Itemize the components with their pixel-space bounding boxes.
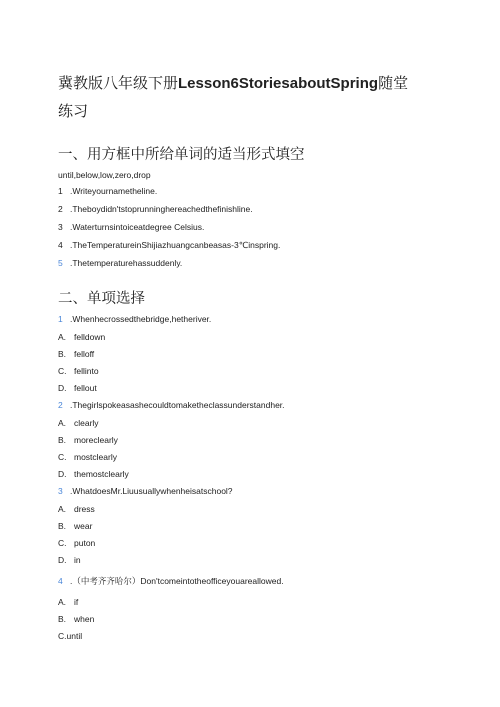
s1-item-5 [58, 258, 182, 268]
option: D. in [58, 555, 81, 565]
question-number: 3 [58, 486, 63, 496]
option: D. themostclearly [58, 469, 129, 479]
option: A. dress [58, 504, 95, 514]
option: D. fellout [58, 383, 97, 393]
item-number: 3 [58, 222, 63, 232]
option: A. clearly [58, 418, 99, 428]
question-number: 4 [58, 576, 63, 586]
s1-item-2 [58, 204, 253, 214]
word-box: until,below,low,zero,drop [58, 170, 151, 180]
question-1 [58, 314, 211, 324]
question-text: .Thegirlspokeasashecouldtomaketheclassunderstandher. [70, 400, 285, 410]
option: B. when [58, 614, 95, 624]
item-number: 4 [58, 240, 63, 250]
option: C. fellinto [58, 366, 99, 376]
option: C.until [58, 631, 83, 641]
item-text: .TheTemperatureinShijiazhuangcanbeasas-3℃inspring. [70, 240, 281, 250]
option: C. puton [58, 538, 96, 548]
item-text: .Waterturnsintoiceatdegree Celsius. [70, 222, 205, 232]
option: B. moreclearly [58, 435, 118, 445]
item-text: .Theboydidn'tstoprunninghereachedthefinishline. [70, 204, 253, 214]
doc-title-line1 [58, 72, 408, 93]
question-2 [58, 400, 285, 410]
question-number: 2 [58, 400, 63, 410]
section1-heading: 一、用方框中所给单词的适当形式填空 [58, 147, 305, 163]
title-en: Lesson6StoriesaboutSpring [178, 75, 379, 92]
item-number: 5 [58, 258, 63, 268]
item-text: .Writeyournametheline. [70, 186, 158, 196]
option: A. felldown [58, 332, 106, 342]
question-number: 1 [58, 314, 63, 324]
question-text: .Whenhecrossedthebridge,hetheriver. [70, 314, 212, 324]
section2-heading: 二、单项选择 [58, 291, 145, 307]
option: A. if [58, 597, 79, 607]
s1-item-1 [58, 186, 157, 196]
s1-item-4 [58, 240, 280, 251]
option: B. wear [58, 521, 93, 531]
question-3 [58, 486, 233, 496]
s1-item-3 [58, 222, 204, 232]
question-4 [58, 575, 284, 587]
option: B. felloff [58, 349, 95, 359]
title-cn-suffix: 随堂 [378, 75, 409, 92]
item-number: 2 [58, 204, 63, 214]
doc-title-line2: 练习 [58, 103, 89, 120]
question-text: .（中考齐齐哈尔）Don'tcomeintotheofficeyouareallowed. [70, 576, 284, 586]
question-text: .WhatdoesMr.Liuusuallywhenheisatschool? [70, 486, 233, 496]
item-text: .Thetemperaturehassuddenly. [70, 258, 183, 268]
item-number: 1 [58, 186, 63, 196]
title-cn-prefix: 冀教版八年级下册 [58, 75, 179, 92]
option: C. mostclearly [58, 452, 117, 462]
